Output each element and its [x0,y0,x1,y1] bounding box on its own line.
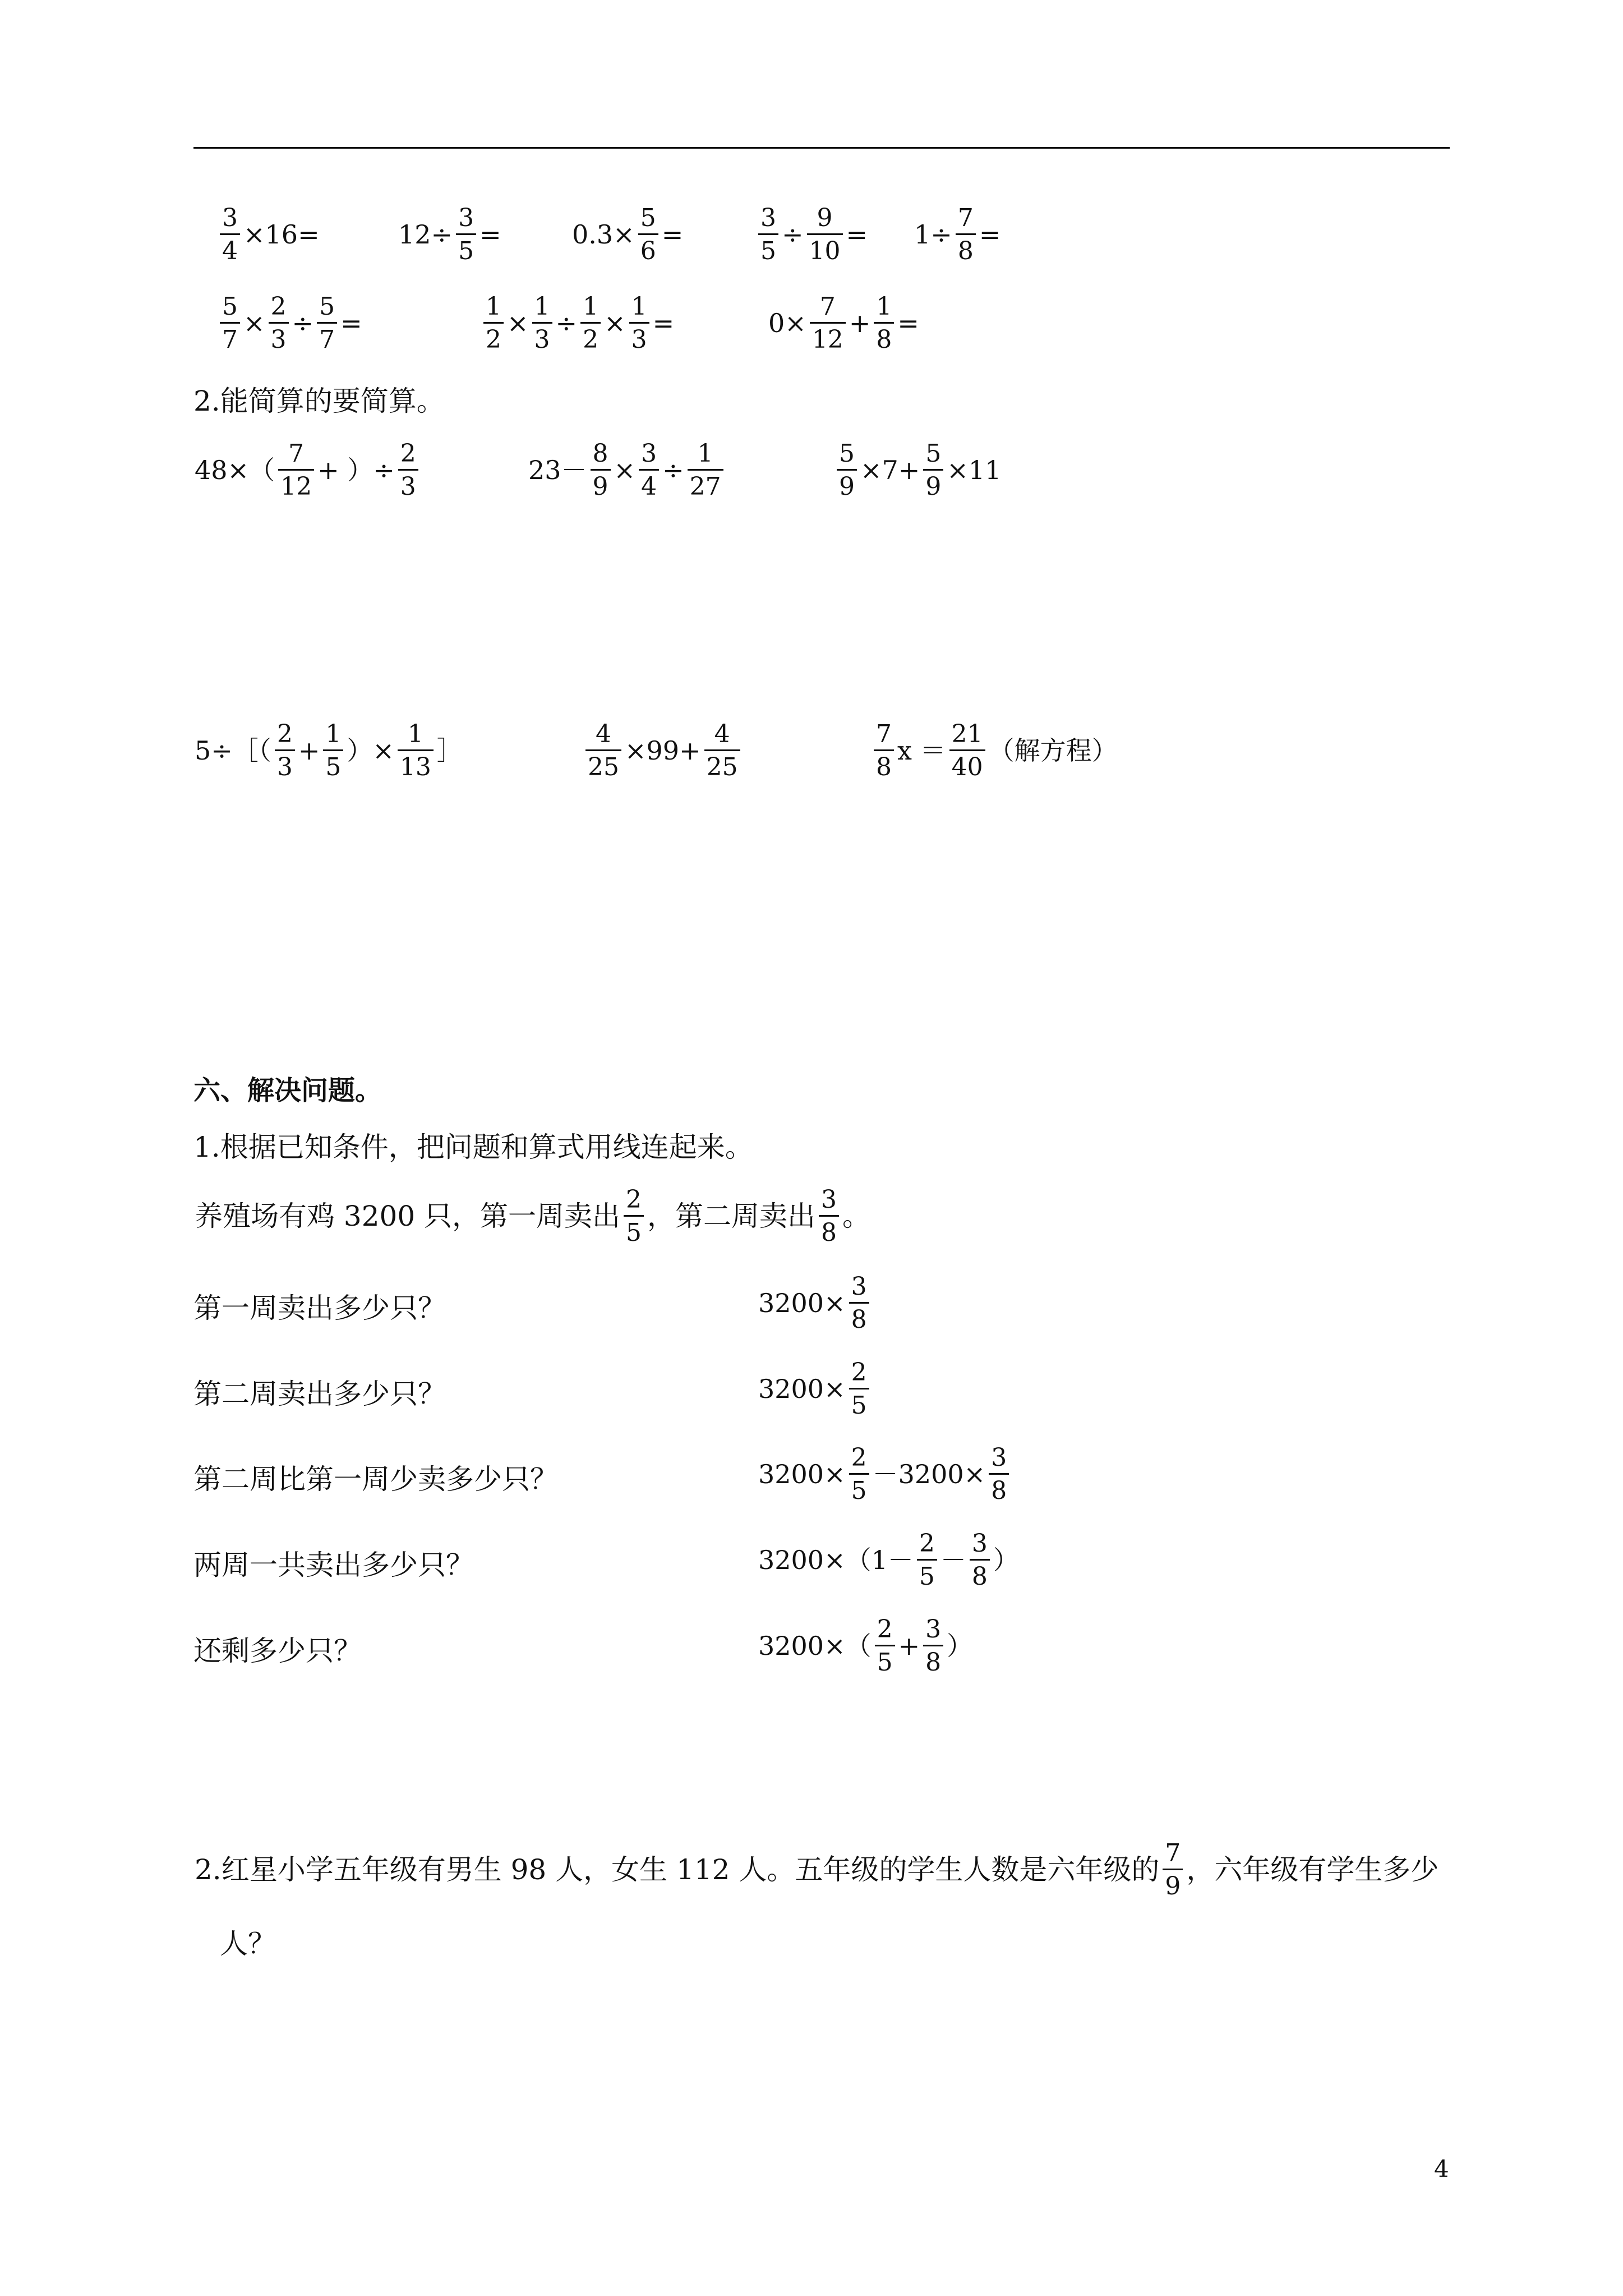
question-item: 第二周卖出多少只？ [193,1378,446,1410]
simplify-row-2 [193,721,1119,780]
fraction [970,1530,990,1590]
fraction [837,440,857,500]
expression-text: 12÷ [398,219,453,250]
numerator: 3 [760,204,776,232]
numerator: 3 [991,1443,1007,1472]
denominator: 9 [591,469,611,500]
question-item: 第二周比第一周少卖多少只？ [193,1463,558,1496]
numerator: 9 [817,204,833,232]
expression-text: ÷ [662,455,684,486]
denominator: 8 [923,1645,943,1676]
fraction [639,440,659,500]
expression-text: 5÷［（ [195,735,271,766]
fraction [949,721,985,780]
denominator: 8 [956,233,976,265]
fraction [874,721,894,780]
numerator: 1 [583,292,599,321]
expression-text: × [243,308,265,339]
expression-text: ，六年级有学生多少 [1186,1853,1439,1887]
numerator: 1 [486,292,501,321]
expression-text: －3200× [872,1459,986,1490]
denominator: 6 [638,233,658,265]
denominator: 4 [220,233,240,265]
question-2-text [193,1840,1440,1899]
denominator: 5 [917,1559,937,1590]
denominator: 4 [639,469,659,500]
expression [193,721,583,780]
fraction [758,205,778,264]
denominator: 25 [704,749,740,781]
expression-text: ×7+ [860,455,920,486]
expression-text: ）× [347,735,394,766]
section-2-label: 2.能简算的要简算。 [193,385,445,417]
numerator: 5 [222,292,238,321]
question-1-context [193,1186,872,1246]
numerator: 2 [851,1358,867,1387]
expression-text: ÷ [292,308,314,339]
fraction [638,205,658,264]
expression-text: = [652,308,675,339]
question-1-label: 1.根据已知条件，把问题和算式用线连起来。 [193,1131,753,1163]
expression-text: － [940,1545,966,1576]
numerator: 5 [925,439,942,468]
denominator: 9 [837,469,857,500]
fraction [220,293,240,353]
numerator: 8 [592,439,608,468]
denominator: 3 [398,469,418,500]
denominator: 3 [275,749,295,781]
formula [757,1444,1011,1504]
fraction [923,440,943,500]
expression-text: ） [947,1631,973,1662]
expression-text: 23－ [528,455,587,486]
expression [872,721,1119,780]
expression-text: ，第二周卖出 [647,1200,816,1233]
denominator: 5 [456,233,476,265]
expression-text: 。 [842,1200,871,1233]
expression-text: 3200× [758,1288,846,1319]
denominator: 8 [989,1473,1009,1504]
denominator: 2 [483,322,504,353]
fraction [624,1186,644,1246]
expression-text: 2.红星小学五年级有男生 98 人，女生 112 人。五年级的学生人数是六年级的 [195,1853,1160,1887]
formula-item [757,1359,872,1419]
fraction [688,440,723,500]
expression-text: ×99+ [625,735,701,766]
denominator: 5 [758,233,778,265]
expression-text: 0.3× [572,219,635,250]
denominator: 8 [970,1559,990,1590]
denominator: 7 [220,322,240,353]
expression-text: = [661,219,684,250]
denominator: 7 [317,322,337,353]
expression [218,205,397,264]
expression-text: × [507,308,529,339]
fraction [629,293,649,353]
expression-text: x ＝ [897,735,946,766]
numerator: 1 [876,292,892,321]
question-item: 第一周卖出多少只？ [193,1292,446,1324]
denominator: 5 [875,1645,895,1676]
expression-text: 3200×（ [758,1631,872,1662]
expression [527,440,834,500]
denominator: 5 [624,1215,644,1246]
expression-text: + [849,308,871,339]
fraction [317,293,337,353]
expression-text: 3200×（1－ [758,1545,914,1576]
numerator: 2 [851,1443,867,1472]
fraction [456,205,476,264]
expression [397,205,571,264]
formula [757,1273,872,1333]
fraction [323,721,343,780]
expression [193,440,527,500]
formula [757,1616,974,1676]
fraction [989,1444,1009,1504]
denominator: 9 [923,469,943,500]
expression-text: + [898,1631,920,1662]
numerator: 3 [458,204,474,232]
fraction [398,721,434,780]
formula-item [757,1616,974,1676]
expression-text: + ）÷ [317,455,395,486]
expression-text: × [614,455,636,486]
expression-text: （解方程） [988,735,1118,766]
expression [481,293,767,353]
expression [756,205,913,264]
fraction [849,1444,869,1504]
denominator: 40 [949,749,985,781]
numerator: 1 [407,720,423,748]
question-2-line-1 [193,1840,1440,1899]
denominator: 2 [580,322,601,353]
expression-text: ×11 [947,455,1002,486]
fraction [1163,1840,1183,1899]
denominator: 27 [688,469,723,500]
expression-text: = [479,219,501,250]
denominator: 12 [278,469,314,500]
denominator: 5 [849,1473,869,1504]
fraction [810,293,846,353]
fraction [585,721,621,780]
denominator: 9 [1163,1869,1183,1900]
formula [757,1359,872,1419]
fraction [532,293,552,353]
denominator: 3 [269,322,289,353]
denominator: 8 [874,322,894,353]
formula-item [757,1273,872,1333]
expression-text: = [979,219,1001,250]
question-item: 还剩多少只？ [193,1635,362,1667]
expression [583,721,872,780]
numerator: 2 [626,1185,642,1214]
denominator: 13 [398,749,434,781]
numerator: 21 [951,720,983,748]
numerator: 7 [819,292,836,321]
fraction [849,1359,869,1419]
numerator: 5 [319,292,335,321]
numerator: 2 [270,292,287,321]
expression-text: 0× [768,308,806,339]
numerator: 2 [400,439,416,468]
expression-text: = [897,308,919,339]
numerator: 3 [821,1185,837,1214]
numerator: 5 [839,439,855,468]
expression [913,205,1002,264]
numerator: 7 [288,439,305,468]
denominator: 3 [532,322,552,353]
expression-text: ） [993,1545,1019,1576]
expression-text: 3200× [758,1374,846,1405]
numerator: 7 [876,720,892,748]
expression-text: ÷ [555,308,578,339]
fraction [819,1186,839,1246]
fraction [220,205,240,264]
numerator: 2 [919,1529,935,1558]
numerator: 3 [641,439,657,468]
denominator: 8 [819,1215,839,1246]
formula-item [757,1530,1020,1590]
expression-text: + [298,735,320,766]
formula [757,1530,1020,1590]
fraction [956,205,976,264]
numerator: 2 [877,1615,893,1644]
numerator: 1 [631,292,647,321]
numerator: 7 [957,204,974,232]
fraction [275,721,295,780]
denominator: 5 [849,1388,869,1419]
fraction [875,1616,895,1676]
fraction [923,1616,943,1676]
expression [834,440,1002,500]
numerator: 1 [534,292,550,321]
section-6-heading: 六、解决问题。 [193,1075,382,1106]
expression-text: 3200× [758,1459,846,1490]
expression-text: ÷ [782,219,804,250]
expression [218,293,481,353]
denominator: 8 [849,1302,869,1333]
expression [767,293,920,353]
denominator: 12 [810,322,846,353]
expression-text: = [340,308,362,339]
page-number: 4 [1434,2155,1449,2183]
denominator: 5 [323,749,343,781]
expression-text: 48×（ [195,455,275,486]
denominator: 3 [629,322,649,353]
fraction [807,205,843,264]
calc-row-1 [218,205,1002,264]
numerator: 5 [640,204,656,232]
denominator: 25 [585,749,621,781]
context-text [193,1186,872,1246]
fraction [278,440,314,500]
fraction [704,721,740,780]
fraction [849,1273,869,1333]
fraction [917,1530,937,1590]
calc-row-2 [218,293,920,353]
numerator: 4 [596,720,611,748]
numerator: 3 [925,1615,942,1644]
numerator: 1 [325,720,342,748]
expression-text: ］ [436,735,463,766]
numerator: 7 [1165,1839,1181,1867]
expression-text: × [604,308,626,339]
numerator: 1 [697,439,713,468]
numerator: 2 [276,720,293,748]
fraction [580,293,601,353]
expression-text: 养殖场有鸡 3200 只，第一周卖出 [195,1200,621,1233]
fraction [398,440,418,500]
denominator: 10 [807,233,843,265]
expression [571,205,756,264]
fraction [591,440,611,500]
formula-item [757,1444,1011,1504]
question-item: 两周一共卖出多少只？ [193,1549,474,1581]
fraction [269,293,289,353]
numerator: 3 [971,1529,988,1558]
fraction [483,293,504,353]
numerator: 3 [222,204,238,232]
expression-text: 1÷ [914,219,952,250]
expression-text: ×16= [243,219,320,250]
question-2-line-2: 人？ [220,1927,276,1960]
denominator: 8 [874,749,894,781]
header-rule [193,147,1450,149]
numerator: 4 [714,720,730,748]
simplify-row-1 [193,440,1002,500]
numerator: 3 [851,1272,867,1301]
expression-text: = [846,219,868,250]
fraction [874,293,894,353]
